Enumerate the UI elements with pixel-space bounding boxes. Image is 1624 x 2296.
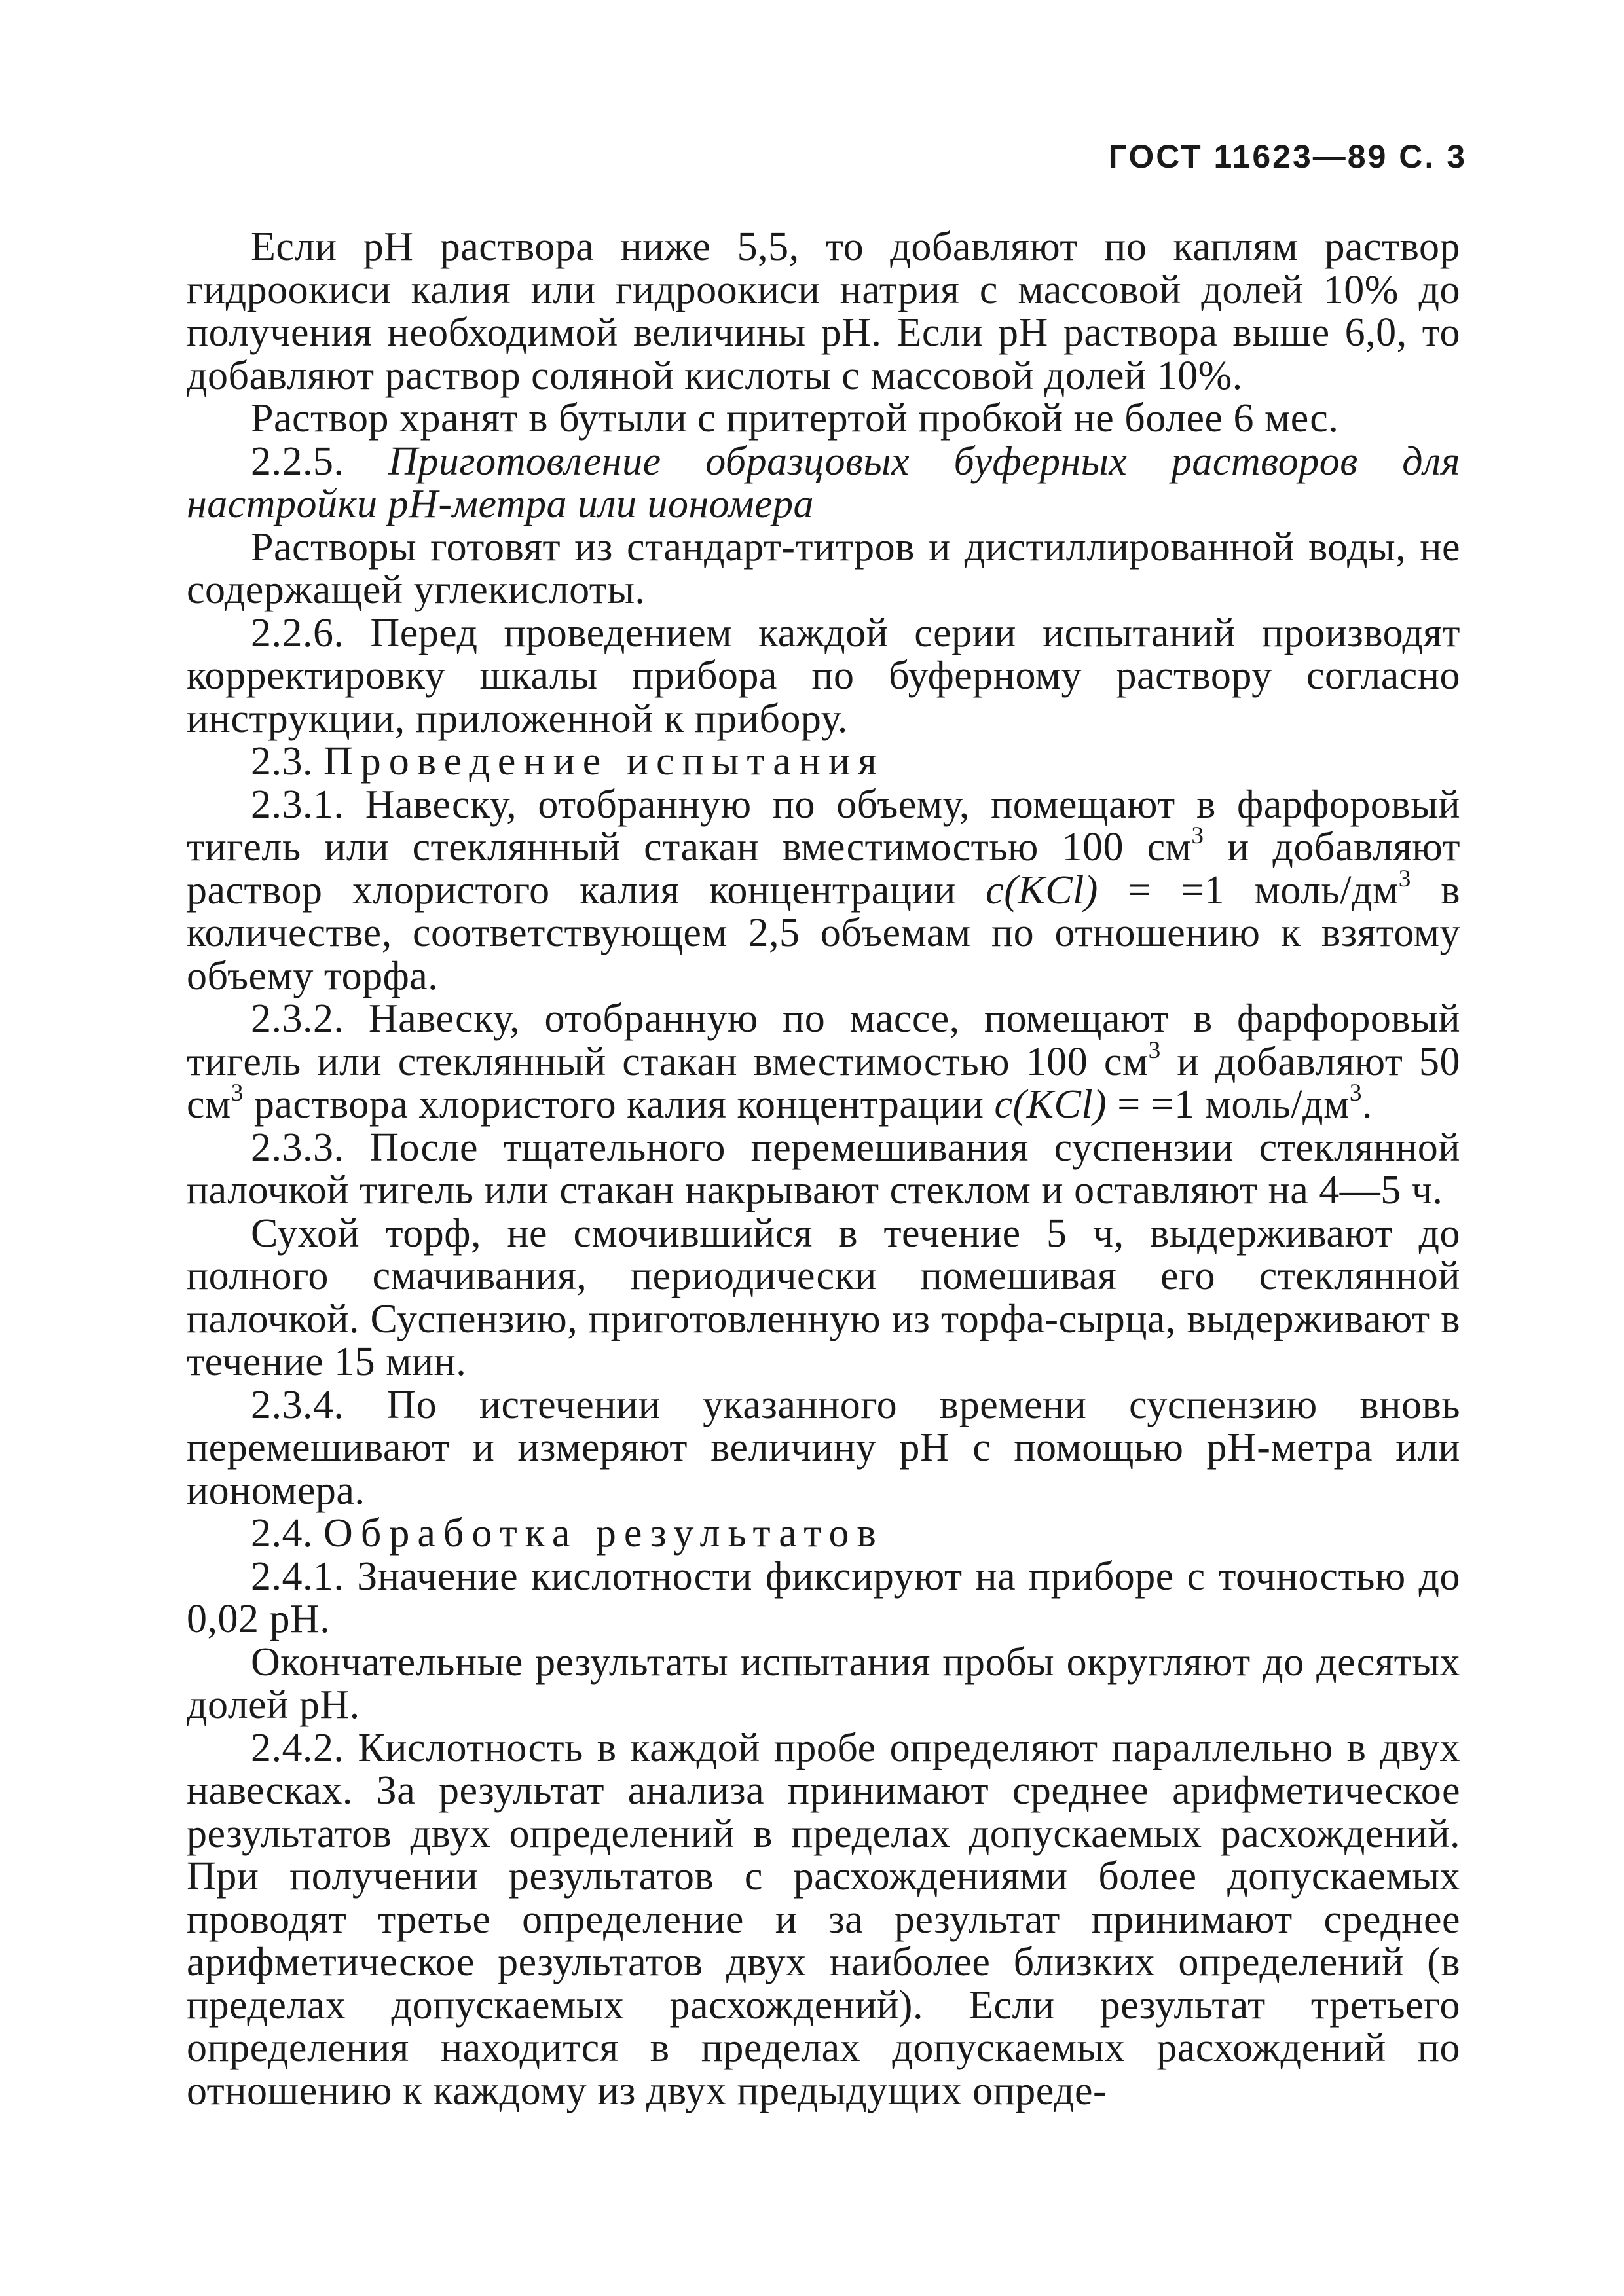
superscript: 3 <box>1398 865 1411 892</box>
paragraph <box>187 784 1460 998</box>
text-run: и добавляют 50 см <box>187 1039 1460 1127</box>
section-heading <box>187 1512 1460 1556</box>
paragraph: Окончательные результаты испытания пробы округляют до десятых долей рН. <box>187 1639 1460 1727</box>
text-run: . <box>1361 1082 1373 1127</box>
section-heading <box>187 740 1460 784</box>
section-title: Обработка результатов <box>323 1511 884 1556</box>
superscript: 3 <box>1148 1036 1161 1064</box>
paragraph: 2.4.1. Значение кислотности фиксируют на приборе с точностью до 0,02 рН. <box>187 1554 1460 1641</box>
text-run: = =1 моль/дм <box>1107 1082 1350 1127</box>
paragraph: Если рН раствора ниже 5,5, то добавляют по каплям раствор гидроокиси калия или гидроокиси натрия с массовой долей 10% до получения необходимой величины рН. Если рН раствора выше 6,0, то добавляют раствор соляной кислоты с массовой долей 10%. <box>187 225 1460 398</box>
paragraph: Растворы готовят из стандарт-титров и дистиллированной воды, не содержащей углекислоты. <box>187 524 1460 612</box>
paragraph: 2.3.3. После тщательного перемешивания суспензии стеклянной палочкой тигель или стакан накрывают стеклом и оставляют на 4—5 ч. <box>187 1125 1460 1212</box>
superscript: 3 <box>231 1079 244 1106</box>
document-body <box>187 226 1460 2113</box>
formula: c(KCl) <box>986 867 1098 913</box>
text-run: раствора хлористого калия концентрации <box>243 1082 995 1127</box>
text-run: 2.3.1. Навеску, отобранную по объему, помещают в фарфоровый тигель или стеклянный стакан вместимостью 100 см <box>187 782 1460 869</box>
section-title: Приготовление образцовых буферных растворов для настройки рН-метра или иономера <box>187 439 1460 526</box>
section-number: 2.4. <box>251 1511 313 1556</box>
paragraph: Раствор хранят в бутыли с притертой пробкой не более 6 мес. <box>251 396 1339 441</box>
paragraph: 2.2.6. Перед проведением каждой серии испытаний производят корректировку шкалы прибора по буферному раствору согласно инструкции, приложенной к прибору. <box>187 610 1460 741</box>
superscript: 3 <box>1349 1079 1362 1106</box>
formula: c(KCl) <box>994 1082 1107 1127</box>
paragraph: 2.4.2. Кислотность в каждой пробе определяют параллельно в двух навесках. За результат анализа принимают среднее арифметическое результатов двух определений в пределах допускаемых расхождений. При получении результатов с расхождениями более допускаемых проводят третье определение и за результат принимают среднее арифметическое результатов двух наиболее близких определений (в пределах допускаемых расхождений). Если результат третьего определения находится в пределах допускаемых расхождений по отношению к каждому из двух предыдущих опреде- <box>187 1725 1460 2113</box>
paragraph: 2.3.4. По истечении указанного времени суспензию вновь перемешивают и измеряют величину рН с помощью рН-метра или иономера. <box>187 1382 1460 1513</box>
text-run: в количестве, соответствующем 2,5 объемам по отношению к взятому объему торфа. <box>187 867 1460 998</box>
superscript: 3 <box>1191 822 1204 849</box>
paragraph <box>187 998 1460 1127</box>
section-number: 2.2.5. <box>251 439 344 484</box>
text-run: = =1 моль/дм <box>1098 867 1399 913</box>
text-run: 2.3.2. Навеску, отобранную по массе, помещают в фарфоровый тигель или стеклянный стакан вместимостью 100 см <box>187 996 1460 1084</box>
text-run: и добавляют раствор хлористого калия концентрации <box>187 825 1460 913</box>
section-heading <box>187 441 1460 526</box>
section-number: 2.3. <box>251 739 313 784</box>
paragraph: Сухой торф, не смочившийся в течение 5 ч, выдерживают до полного смачивания, периодически помешивая его стеклянной палочкой. Суспензию, приготовленную из торфа-сырца, выдерживают в течение 15 мин. <box>187 1211 1460 1384</box>
page-header: ГОСТ 11623—89 С. 3 <box>1108 138 1467 175</box>
section-title: Проведение испытания <box>323 739 885 784</box>
